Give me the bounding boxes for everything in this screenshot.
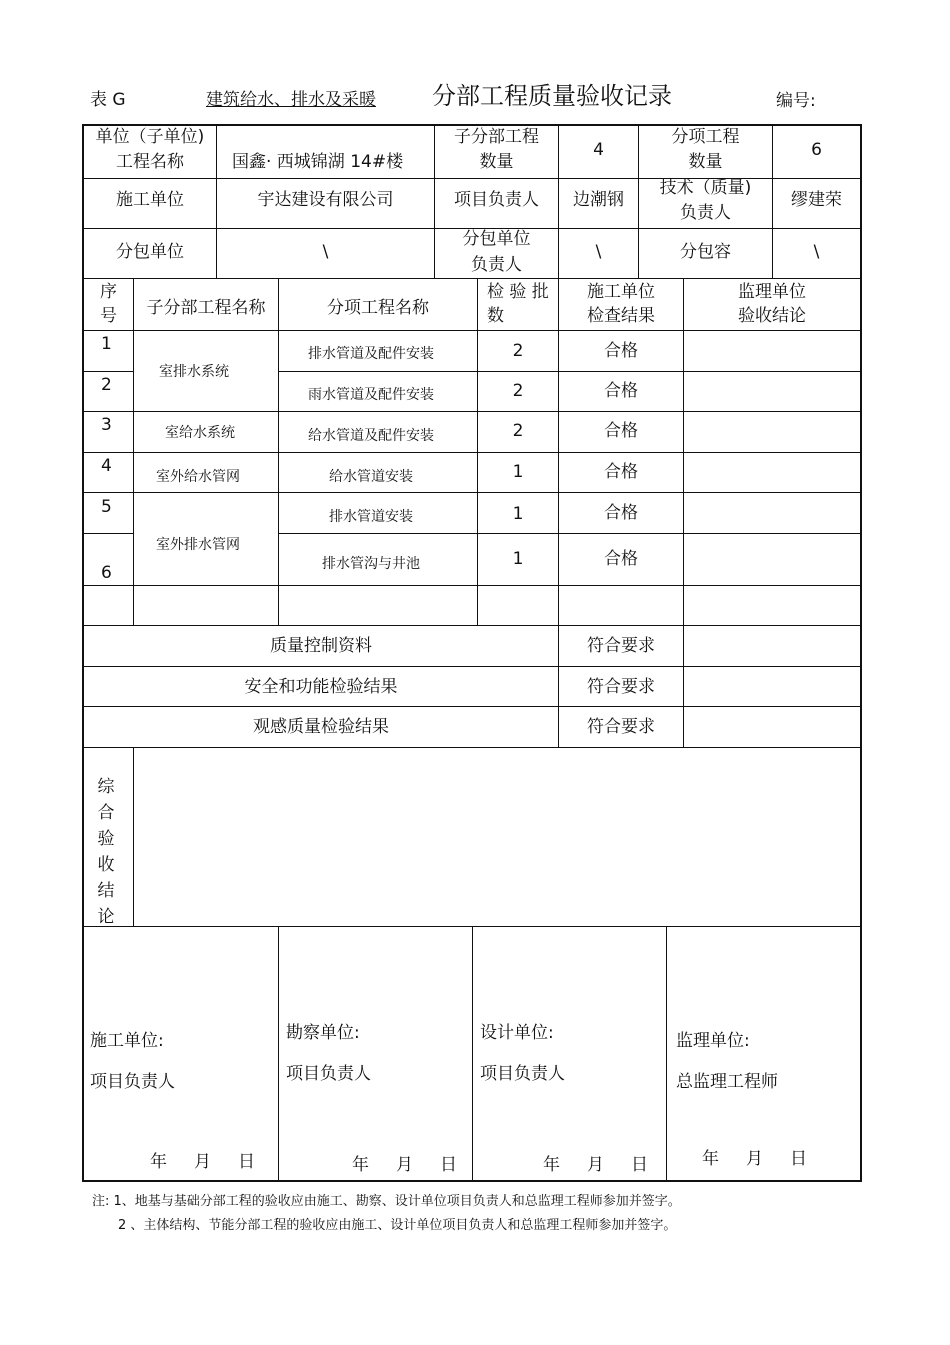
page-title: 分部工程质量验收记录 [432, 82, 672, 110]
check-result: 符合要求 [587, 717, 655, 737]
check-result: 符合要求 [587, 636, 655, 656]
signature-unit: 监理单位: [676, 1031, 750, 1051]
check-label: 安全和功能检验结果 [244, 677, 398, 697]
conclusion-area[interactable] [135, 749, 859, 925]
row-batches: 2 [512, 341, 524, 361]
row-result: 合格 [604, 549, 638, 569]
row-no: 4 [101, 456, 112, 476]
signature-person: 项目负责人 [90, 1072, 175, 1092]
row-result: 合格 [604, 421, 638, 441]
row-batches: 2 [512, 421, 524, 441]
signature-date: 年 月 日 [150, 1152, 256, 1172]
sub-count-label-2: 数量 [479, 152, 514, 172]
row-batches: 1 [512, 549, 524, 569]
form-label: 表 G [90, 90, 126, 110]
row-result: 合格 [604, 503, 638, 523]
unit-label-2: 工程名称 [116, 152, 184, 172]
row-item: 排水管道及配件安装 [308, 346, 434, 362]
sub-pm-label-1: 分包单位 [462, 229, 531, 249]
signature-unit: 勘察单位: [286, 1023, 360, 1043]
item-count-value: 6 [811, 140, 822, 160]
row-item: 雨水管道及配件安装 [308, 387, 434, 403]
row-batches: 1 [512, 462, 524, 482]
number-label: 编号: [776, 91, 816, 111]
row-no: 5 [101, 497, 112, 517]
note-1: 注: 1、地基与基础分部工程的验收应由施工、勘察、设计单位项目负责人和总监理工程师参加并签字。 [92, 1194, 681, 1209]
row-result: 合格 [604, 381, 638, 401]
note-2: 2 、主体结构、节能分部工程的验收应由施工、设计单位项目负责人和总监理工程师参加并签字。 [118, 1218, 677, 1233]
sub-pm-label-2: 负责人 [471, 255, 522, 275]
group-label: 室外排水管网 [156, 537, 240, 553]
category-label: 建筑给水、排水及采暖 [206, 90, 376, 110]
header-item-name: 分项工程名称 [327, 298, 429, 318]
sub-count-label-1: 子分部工程 [454, 127, 539, 147]
signature-date: 年 月 日 [543, 1155, 649, 1175]
row-batches: 2 [512, 381, 524, 401]
subcontractor-value: \ [322, 242, 329, 262]
group-label: 室外给水管网 [156, 469, 240, 485]
row-no: 1 [101, 334, 112, 354]
pm-value: 边潮钢 [573, 190, 624, 210]
row-no: 3 [101, 415, 112, 435]
check-result: 符合要求 [587, 677, 655, 697]
header-batch-1: 检 验 批 [487, 282, 549, 302]
signature-person: 项目负责人 [480, 1064, 565, 1084]
row-result: 合格 [604, 462, 638, 482]
group-label: 室排水系统 [159, 364, 229, 380]
signature-person: 项目负责人 [286, 1064, 371, 1084]
signature-person: 总监理工程师 [676, 1072, 778, 1092]
item-count-label-1: 分项工程 [671, 127, 740, 147]
row-item: 给水管道及配件安装 [308, 428, 434, 444]
sub-content-label: 分包容 [680, 242, 731, 262]
header-seq-2: 号 [100, 306, 117, 326]
tech-value: 缪建荣 [791, 190, 842, 210]
row-no: 6 [101, 563, 112, 583]
row-item: 给水管道安装 [329, 469, 413, 485]
contractor-value: 宇达建设有限公司 [257, 190, 394, 210]
row-item: 排水管道安装 [329, 509, 413, 525]
row-batches: 1 [512, 504, 524, 524]
tech-label-2: 负责人 [680, 203, 731, 223]
sub-pm-value: \ [595, 242, 602, 262]
header-batch-2: 数 [487, 306, 504, 326]
header-sub-name: 子分部工程名称 [146, 298, 266, 318]
header-seq-1: 序 [100, 282, 117, 302]
check-label: 观感质量检验结果 [253, 717, 389, 737]
row-result: 合格 [604, 341, 638, 361]
row-no: 2 [101, 375, 112, 395]
sub-count-value: 4 [593, 140, 604, 160]
signature-date: 年 月 日 [352, 1155, 458, 1175]
subcontractor-label: 分包单位 [116, 242, 184, 262]
project-name: 国鑫· 西城锦湖 14#楼 [232, 152, 404, 172]
sub-content-value: \ [813, 242, 820, 262]
item-count-label-2: 数量 [688, 152, 723, 172]
signature-date: 年 月 日 [702, 1149, 808, 1169]
conclusion-label: 综 合 验 收 结 论 [97, 777, 115, 927]
header-supervisor-1: 监理单位 [738, 282, 806, 302]
unit-label-1: 单位（子单位) [95, 127, 205, 147]
header-contractor-2: 检查结果 [587, 306, 655, 326]
pm-label: 项目负责人 [454, 190, 539, 210]
check-label: 质量控制资料 [270, 636, 372, 656]
header-contractor-1: 施工单位 [587, 282, 655, 302]
header-supervisor-2: 验收结论 [738, 306, 806, 326]
group-label: 室给水系统 [165, 425, 235, 441]
signature-unit: 设计单位: [480, 1023, 554, 1043]
contractor-label: 施工单位 [116, 190, 184, 210]
signature-unit: 施工单位: [90, 1031, 164, 1051]
row-item: 排水管沟与井池 [322, 556, 420, 572]
tech-label-1: 技术（质量) [659, 178, 752, 198]
